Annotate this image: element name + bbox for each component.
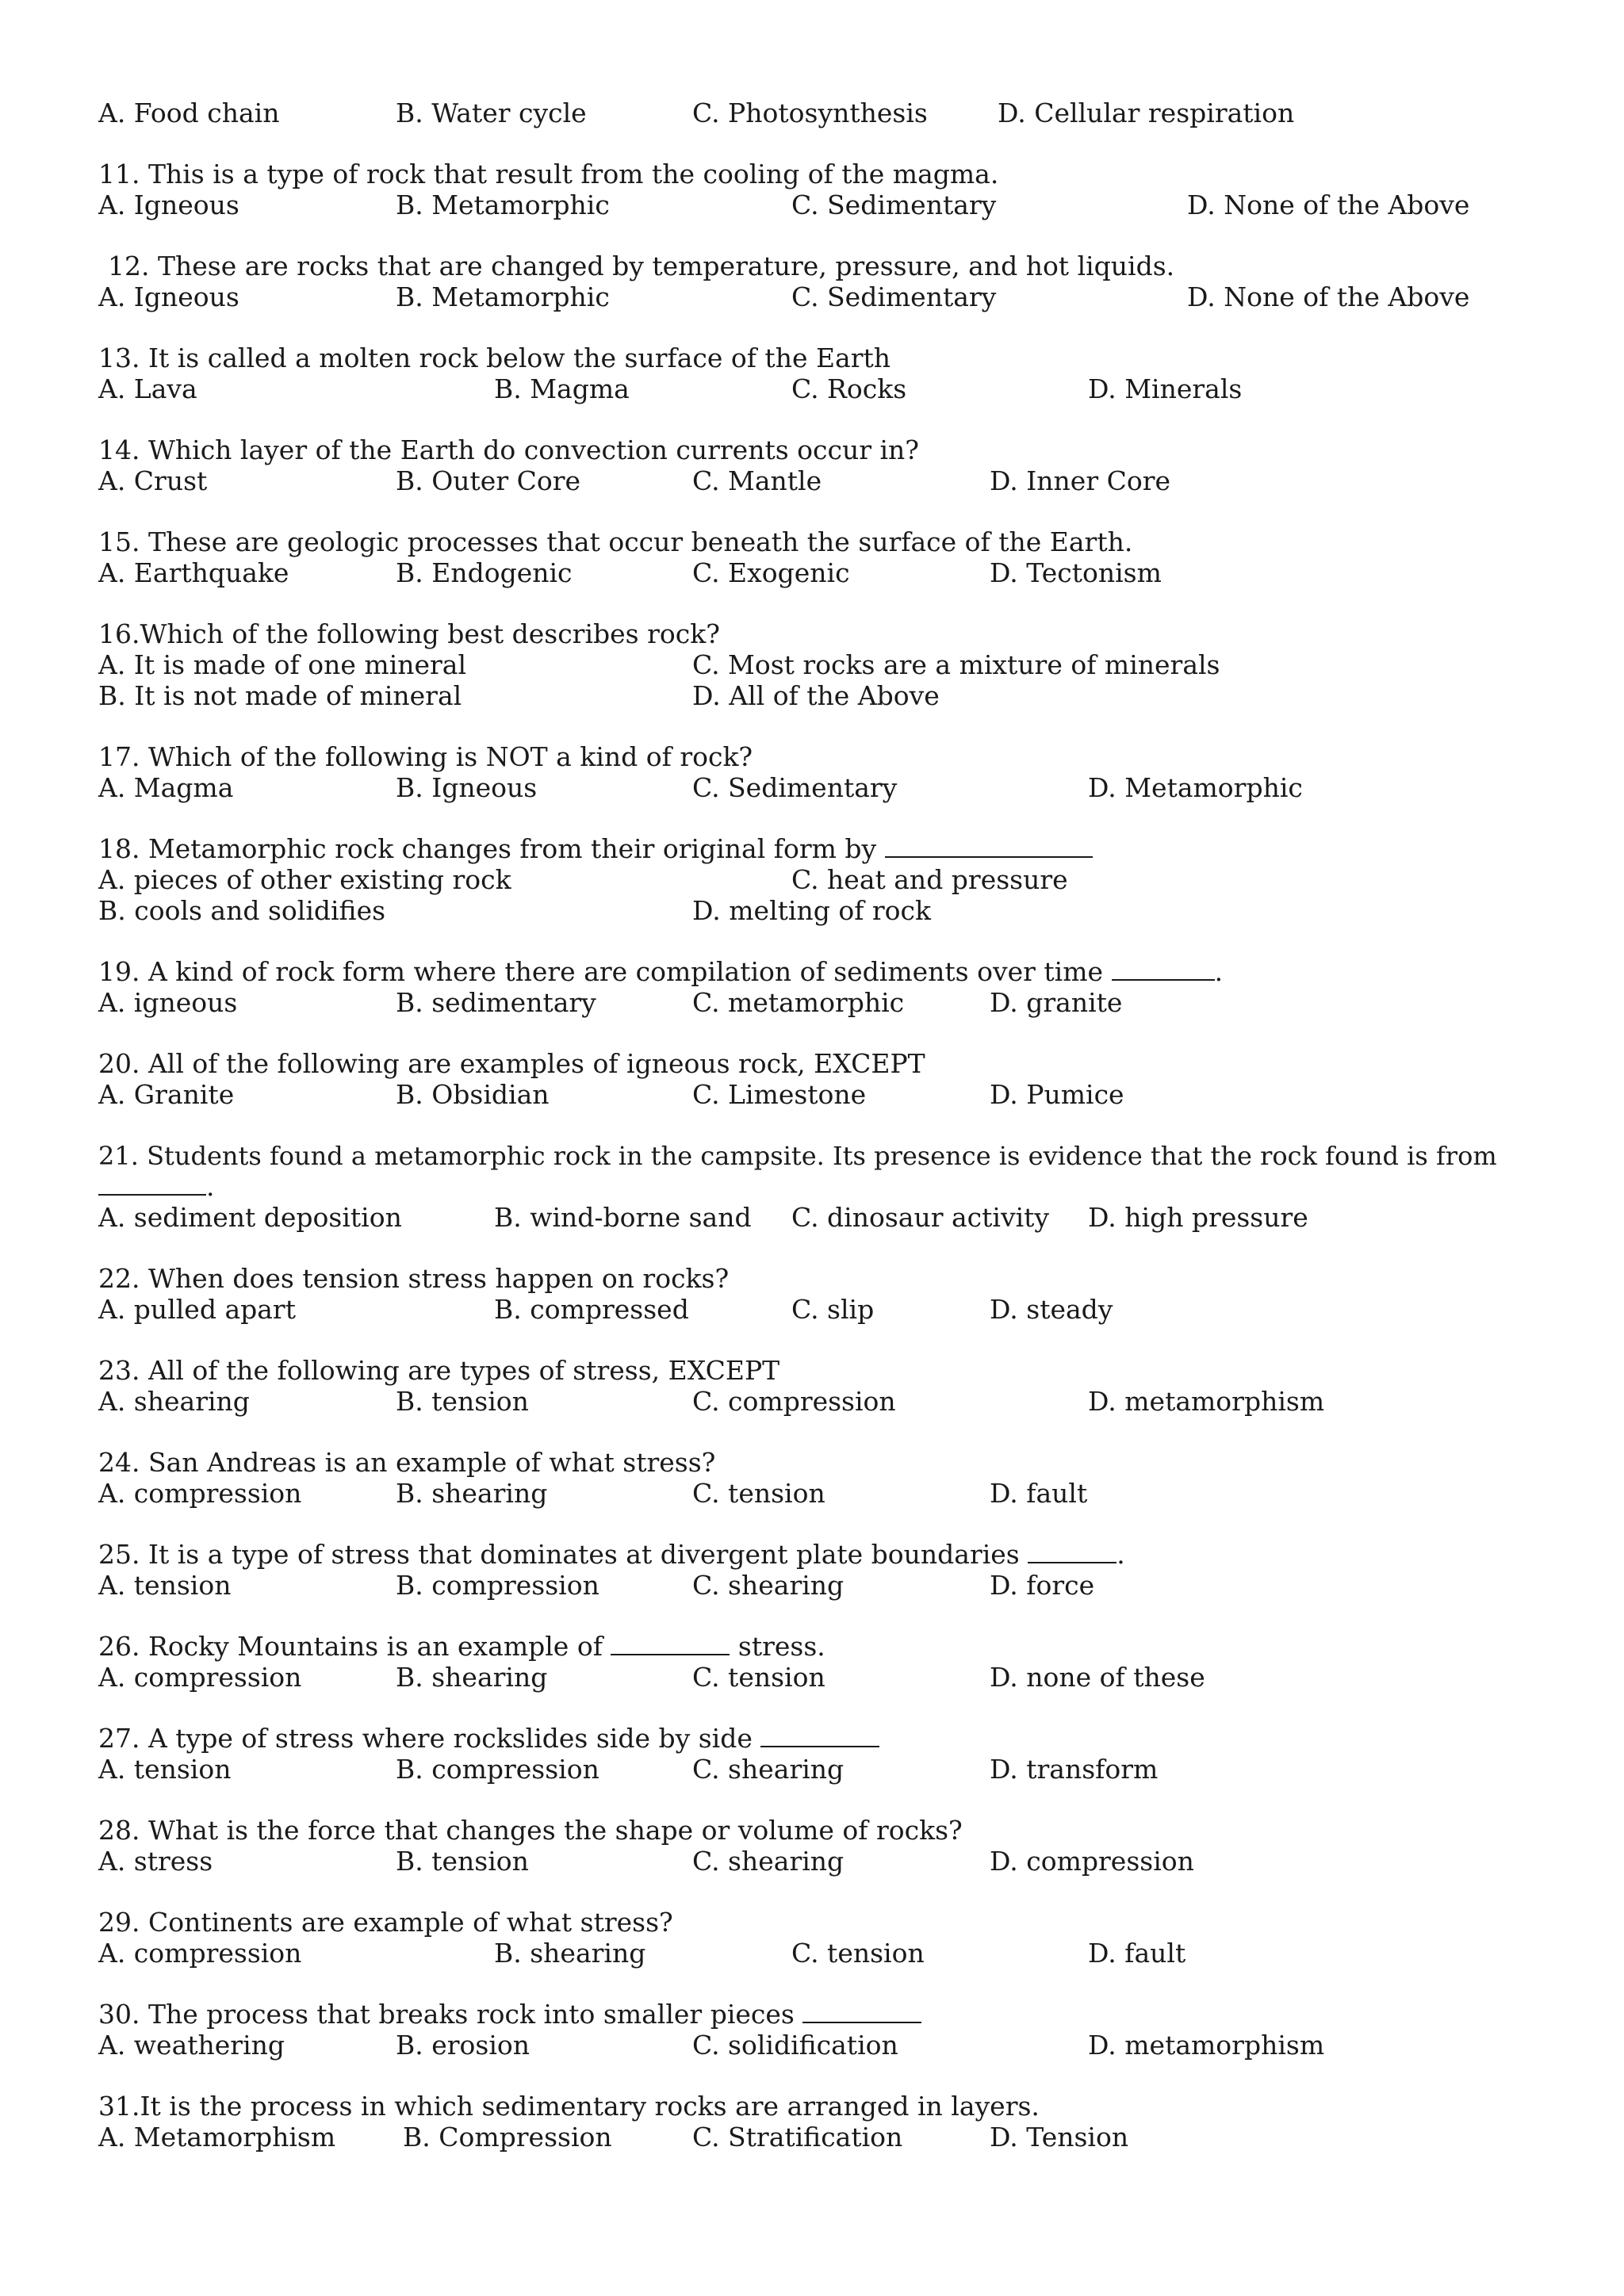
q13-option-c: C. Rocks (791, 373, 907, 404)
q21-option-a: A. sediment deposition (98, 1202, 402, 1233)
answer-blank (1028, 1541, 1116, 1563)
q16-stem: 16.Which of the following best describes rock? (98, 618, 720, 649)
q17-option-d: D. Metamorphic (1088, 772, 1303, 803)
q24-option-d: D. fault (990, 1478, 1088, 1509)
q13-option-b: B. Magma (494, 373, 630, 404)
q12-option-b: B. Metamorphic (396, 281, 610, 312)
q26-option-b: B. shearing (396, 1662, 548, 1693)
q24-option-c: C. tension (692, 1478, 825, 1509)
q22-option-d: D. steady (990, 1294, 1113, 1325)
answer-blank (611, 1633, 730, 1655)
q11-option-b: B. Metamorphic (396, 189, 610, 220)
q13-option-a: A. Lava (98, 373, 197, 404)
q30-stem-text: 30. The process that breaks rock into smaller pieces (98, 1999, 795, 2030)
q29-option-c: C. tension (791, 1938, 925, 1969)
q28-option-a: A. stress (98, 1846, 213, 1877)
q20-stem: 20. All of the following are examples of igneous rock, EXCEPT (98, 1048, 925, 1079)
q17-stem: 17. Which of the following is NOT a kind of rock? (98, 741, 753, 772)
q12-option-c: C. Sedimentary (791, 281, 997, 312)
q27-option-d: D. transform (990, 1754, 1159, 1785)
q11-option-d: D. None of the Above (1187, 189, 1470, 220)
q14-option-b: B. Outer Core (396, 465, 581, 496)
q19-option-a: A. igneous (98, 987, 238, 1018)
q18-stem (98, 834, 1093, 864)
q27-stem-text: 27. A type of stress where rockslides side by side (98, 1723, 753, 1754)
q10-option-a: A. Food chain (98, 98, 280, 128)
q18-option-a: A. pieces of other existing rock (98, 864, 511, 895)
answer-blank (98, 1173, 206, 1196)
q28-option-d: D. compression (990, 1846, 1194, 1877)
q26-stem (98, 1632, 825, 1662)
q16-option-c: C. Most rocks are a mixture of minerals (692, 649, 1220, 680)
q18-stem-text: 18. Metamorphic rock changes from their original form by (98, 833, 877, 864)
q15-stem: 15. These are geologic processes that occur beneath the surface of the Earth. (98, 526, 1133, 557)
q12-stem: 12. These are rocks that are changed by temperature, pressure, and hot liquids. (108, 251, 1175, 281)
q25-stem-end: . (1116, 1539, 1125, 1570)
q18-option-b: B. cools and solidifies (98, 895, 386, 926)
q23-option-b: B. tension (396, 1386, 529, 1417)
q10-option-b: B. Water cycle (396, 98, 587, 128)
q22-option-a: A. pulled apart (98, 1294, 296, 1325)
q25-option-d: D. force (990, 1570, 1095, 1601)
q31-option-b: B. Compression (403, 2122, 612, 2152)
q14-option-d: D. Inner Core (990, 465, 1171, 496)
q21-stem-end: . (206, 1171, 215, 1202)
q27-option-b: B. compression (396, 1754, 599, 1785)
q25-option-b: B. compression (396, 1570, 599, 1601)
q26-option-d: D. none of these (990, 1662, 1205, 1693)
q20-option-d: D. Pumice (990, 1079, 1124, 1110)
q31-option-c: C. Stratification (692, 2122, 903, 2152)
answer-blank (802, 2001, 921, 2023)
q28-option-b: B. tension (396, 1846, 529, 1877)
q28-stem: 28. What is the force that changes the shape or volume of rocks? (98, 1815, 963, 1846)
q31-option-a: A. Metamorphism (98, 2122, 336, 2152)
q20-option-a: A. Granite (98, 1079, 235, 1110)
q23-option-d: D. metamorphism (1088, 1386, 1325, 1417)
q30-option-d: D. metamorphism (1088, 2030, 1325, 2061)
q26-stem-end: stress. (737, 1631, 825, 1662)
q28-option-c: C. shearing (692, 1846, 845, 1877)
q14-stem: 14. Which layer of the Earth do convection currents occur in? (98, 434, 920, 465)
q24-option-b: B. shearing (396, 1478, 548, 1509)
q21-option-b: B. wind-borne sand (494, 1202, 752, 1233)
q25-stem (98, 1540, 1125, 1570)
q17-option-a: A. Magma (98, 772, 234, 803)
q26-option-c: C. tension (692, 1662, 825, 1693)
q30-option-c: C. solidification (692, 2030, 898, 2061)
q29-option-d: D. fault (1088, 1938, 1186, 1969)
q21-option-d: D. high pressure (1088, 1202, 1308, 1233)
q12-option-d: D. None of the Above (1187, 281, 1470, 312)
q21-option-c: C. dinosaur activity (791, 1202, 1050, 1233)
q15-option-c: C. Exogenic (692, 557, 850, 588)
q27-option-c: C. shearing (692, 1754, 845, 1785)
q19-stem-end: . (1214, 956, 1224, 987)
q24-option-a: A. compression (98, 1478, 302, 1509)
q20-option-b: B. Obsidian (396, 1079, 550, 1110)
answer-blank (1112, 959, 1215, 981)
q15-option-d: D. Tectonism (990, 557, 1162, 588)
q11-stem: 11. This is a type of rock that result from the cooling of the magma. (98, 159, 999, 189)
q23-stem: 23. All of the following are types of stress, EXCEPT (98, 1355, 780, 1386)
q19-option-c: C. metamorphic (692, 987, 905, 1018)
q18-option-d: D. melting of rock (692, 895, 932, 926)
q14-option-a: A. Crust (98, 465, 208, 496)
q16-option-b: B. It is not made of mineral (98, 680, 462, 711)
q19-option-d: D. granite (990, 987, 1123, 1018)
q23-option-a: A. shearing (98, 1386, 250, 1417)
q17-option-c: C. Sedimentary (692, 772, 898, 803)
q29-stem: 29. Continents are example of what stress? (98, 1907, 673, 1938)
q12-option-a: A. Igneous (98, 281, 239, 312)
answer-blank (885, 836, 1093, 858)
q25-option-a: A. tension (98, 1570, 232, 1601)
q11-option-c: C. Sedimentary (791, 189, 997, 220)
q16-option-d: D. All of the Above (692, 680, 940, 711)
q31-stem: 31.It is the process in which sedimentary rocks are arranged in layers. (98, 2091, 1040, 2122)
q22-option-c: C. slip (791, 1294, 875, 1325)
q22-stem: 22. When does tension stress happen on rocks? (98, 1263, 730, 1294)
answer-blank (760, 1725, 879, 1747)
q16-option-a: A. It is made of one mineral (98, 649, 467, 680)
q21-stem-cont (98, 1172, 215, 1202)
q11-option-a: A. Igneous (98, 189, 239, 220)
q27-option-a: A. tension (98, 1754, 232, 1785)
q10-option-c: C. Photosynthesis (692, 98, 928, 128)
q25-option-c: C. shearing (692, 1570, 845, 1601)
q10-option-d: D. Cellular respiration (998, 98, 1295, 128)
q20-option-c: C. Limestone (692, 1079, 867, 1110)
q15-option-b: B. Endogenic (396, 557, 573, 588)
q17-option-b: B. Igneous (396, 772, 538, 803)
q30-option-a: A. weathering (98, 2030, 285, 2061)
q19-stem (98, 957, 1223, 987)
q27-stem (98, 1724, 879, 1754)
q13-stem: 13. It is called a molten rock below the surface of the Earth (98, 342, 891, 373)
q31-option-d: D. Tension (990, 2122, 1129, 2152)
q25-stem-text: 25. It is a type of stress that dominates at divergent plate boundaries (98, 1539, 1020, 1570)
q15-option-a: A. Earthquake (98, 557, 289, 588)
q18-option-c: C. heat and pressure (791, 864, 1068, 895)
q30-option-b: B. erosion (396, 2030, 530, 2061)
q26-stem-text: 26. Rocky Mountains is an example of (98, 1631, 603, 1662)
q29-option-a: A. compression (98, 1938, 302, 1969)
q29-option-b: B. shearing (494, 1938, 646, 1969)
q24-stem: 24. San Andreas is an example of what stress? (98, 1447, 716, 1478)
q22-option-b: B. compressed (494, 1294, 689, 1325)
q30-stem (98, 1999, 921, 2030)
q21-stem: 21. Students found a metamorphic rock in the campsite. Its presence is evidence that the rock found is from (98, 1141, 1497, 1171)
q14-option-c: C. Mantle (692, 465, 822, 496)
q13-option-d: D. Minerals (1088, 373, 1243, 404)
q23-option-c: C. compression (692, 1386, 896, 1417)
q26-option-a: A. compression (98, 1662, 302, 1693)
q19-option-b: B. sedimentary (396, 987, 596, 1018)
q19-stem-text: 19. A kind of rock form where there are compilation of sediments over time (98, 956, 1104, 987)
